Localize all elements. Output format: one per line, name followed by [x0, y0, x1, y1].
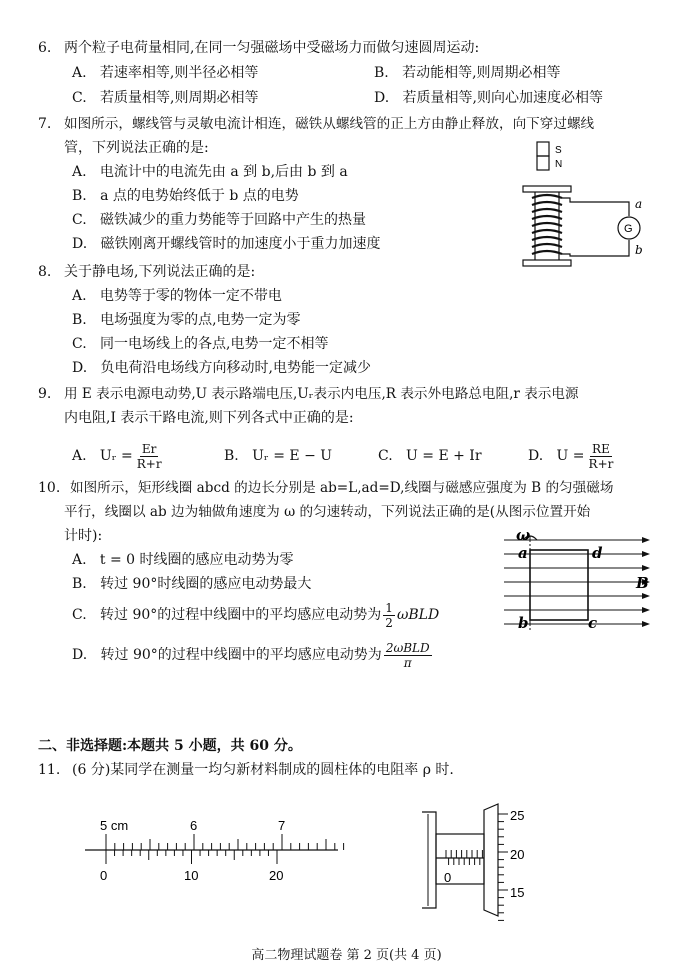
micrometer-thimble	[484, 804, 498, 916]
magnet-s-pole	[537, 142, 549, 156]
sleeve-label-0: 0	[444, 870, 452, 885]
vernier-label-10: 10	[184, 868, 199, 883]
q6-stem: 两个粒子电荷量相同,在同一匀强磁场中受磁场力而做匀速圆周运动:	[64, 40, 480, 56]
omega-label: ω	[516, 526, 531, 544]
q8-option-a[interactable]: A. 电势等于零的物体一定不带电	[72, 288, 282, 304]
thimble-label-25: 25	[510, 808, 525, 823]
q9-option-a[interactable]: A. Uᵣ = $\frac{Er}{R+r}$	[72, 441, 162, 471]
q8-option-b[interactable]: B. 电场强度为零的点,电势一定为零	[72, 312, 301, 328]
q10-option-d[interactable]: D. 转过 90°的过程中线圈中的平均感应电动势为 $\frac{\text{2ωBLD}}{\pi}$	[72, 640, 430, 670]
q9-option-d[interactable]: D. U = $\frac{RE}{R+r}$	[528, 441, 614, 471]
q7-stem-line1: 如图所示，螺线管与灵敏电流计相连，磁铁从螺线管的正上方由静止释放，向下穿过螺线	[64, 116, 595, 132]
magnet-s-label: S	[555, 145, 562, 156]
q8-stem: 关于静电场,下列说法正确的是:	[64, 264, 256, 280]
wire-bottom	[562, 240, 629, 256]
q8-option-d[interactable]: D. 负电荷沿电场线方向移动时,电势能一定减少	[72, 360, 371, 376]
q11-number: 11.	[38, 762, 61, 778]
q7-option-a[interactable]: A. 电流计中的电流先由 a 到 b,后由 b 到 a	[72, 164, 348, 180]
wire-top	[562, 198, 629, 216]
main-label-7: 7	[278, 818, 286, 833]
q7-option-b[interactable]: B. a 点的电势始终低于 b 点的电势	[72, 188, 299, 204]
magnet-n-label: N	[555, 159, 563, 170]
caliper-main-scale	[85, 818, 344, 850]
q7-option-c[interactable]: C. 磁铁减少的重力势能等于回路中产生的热量	[72, 212, 367, 228]
solenoid-bottom-cap	[523, 260, 571, 266]
q7-option-d[interactable]: D. 磁铁刚离开螺线管时的加速度小于重力加速度	[72, 236, 381, 252]
vernier-label-0: 0	[100, 868, 108, 883]
corner-c-label: c	[588, 614, 598, 632]
solenoid-top-cap	[523, 186, 571, 192]
galvanometer-label: G	[624, 223, 633, 235]
q7-number: 7.	[38, 116, 52, 132]
page-footer: 高二物理试题卷 第 2 页(共 4 页)	[251, 948, 442, 963]
vernier-caliper	[80, 812, 350, 892]
q10-option-b[interactable]: B. 转过 90°时线圈的感应电动势最大	[72, 576, 312, 592]
corner-d-label: d	[592, 544, 603, 562]
q7-solenoid-figure	[515, 140, 655, 275]
q6-option-b[interactable]: B. 若动能相等,则周期必相等	[374, 65, 561, 81]
q10-stem-line3: 计时):	[64, 528, 103, 544]
q6-option-a[interactable]: A. 若速率相等,则半径必相等	[72, 65, 259, 81]
q9-option-c[interactable]: C. U = E + Ir	[378, 448, 482, 464]
q11-stem: (6 分)某同学在测量一均匀新材料制成的圆柱体的电阻率 ρ 时.	[72, 762, 454, 778]
q8-option-c[interactable]: C. 同一电场线上的各点,电势一定不相等	[72, 336, 329, 352]
q6-number: 6.	[38, 40, 52, 56]
main-label-6: 6	[190, 818, 198, 833]
q9-stem-line1: 用 E 表示电源电动势,U 表示路端电压,Uᵣ表示内电压,R 表示外电路总电阻,r 表示电源	[64, 386, 579, 402]
field-b-label: B	[636, 574, 649, 592]
main-label-5cm: 5 cm	[100, 818, 129, 833]
q9-option-b[interactable]: B. Uᵣ = E − U	[224, 448, 333, 464]
q9-number: 9.	[38, 386, 52, 402]
q10-stem-line1: 如图所示，矩形线圈 abcd 的边长分别是 ab=L,ad=D,线圈与磁感应强度为 B 的匀强磁场	[70, 480, 614, 496]
q10-coil-figure	[500, 528, 660, 640]
point-b-label: b	[635, 243, 643, 257]
q8-number: 8.	[38, 264, 52, 280]
solenoid-coil	[532, 195, 562, 254]
magnet-n-pole	[537, 156, 549, 170]
vernier-label-20: 20	[269, 868, 284, 883]
corner-a-label: a	[518, 544, 528, 562]
micrometer-anvil	[422, 812, 436, 908]
q6-option-d[interactable]: D. 若质量相等,则向心加速度必相等	[374, 90, 603, 106]
corner-b-label: b	[518, 614, 529, 632]
thimble-label-20: 20	[510, 847, 525, 862]
section2-title: 二、非选择题:本题共 5 小题，共 60 分。	[38, 738, 302, 754]
q6-option-c[interactable]: C. 若质量相等,则周期必相等	[72, 90, 259, 106]
q7-stem-line2: 管，下列说法正确的是:	[64, 140, 209, 156]
q10-number: 10.	[38, 480, 61, 496]
q10-option-a[interactable]: A. t = 0 时线圈的感应电动势为零	[72, 552, 294, 568]
point-a-label: a	[635, 197, 643, 211]
caliper-vernier-scale	[100, 850, 283, 883]
q9-stem-line2: 内电阻,I 表示干路电流,则下列各式中正确的是:	[64, 410, 354, 426]
micrometer	[414, 800, 554, 920]
q10-option-c[interactable]: C. 转过 90°的过程中线圈中的平均感应电动势为 $\frac{1}{2}$ ωBLD	[72, 600, 440, 630]
q10-stem-line2: 平行，线圈以 ab 边为轴做角速度为 ω 的匀速转动，下列说法正确的是(从图示位置开始	[64, 504, 591, 520]
thimble-label-15: 15	[510, 885, 525, 900]
